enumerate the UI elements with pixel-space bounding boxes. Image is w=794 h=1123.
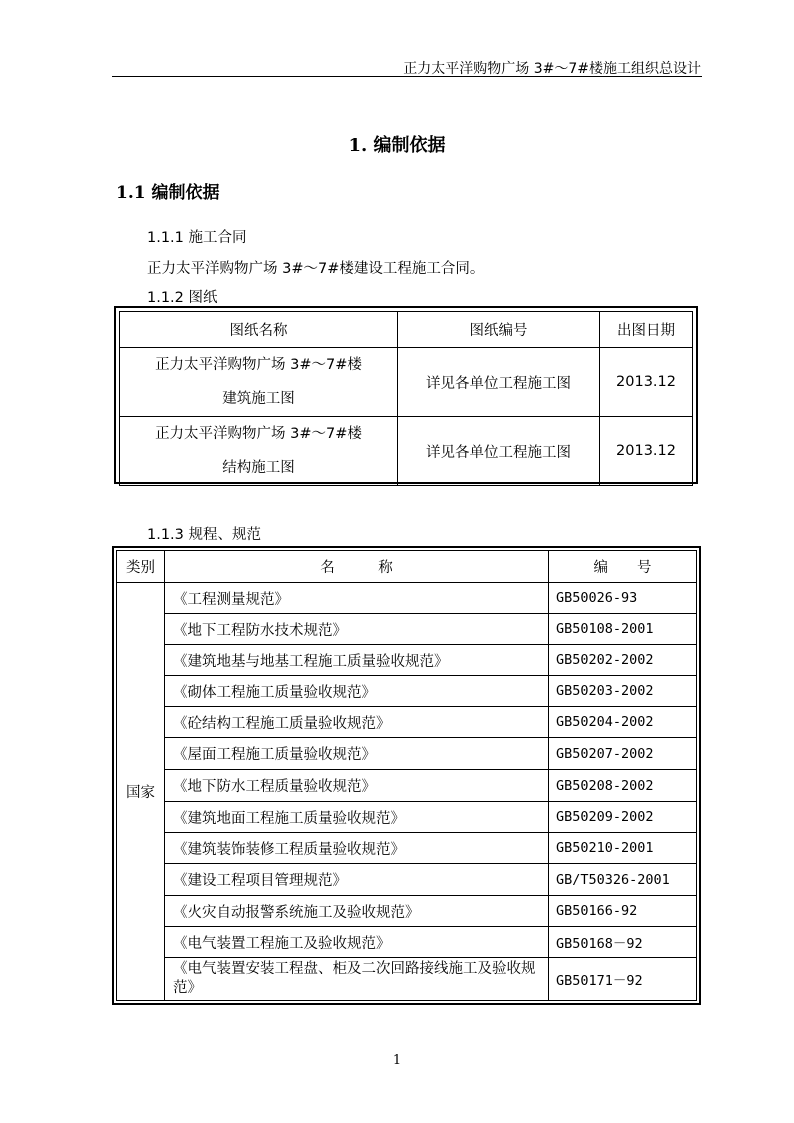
standard-code: GB50202-2002	[549, 645, 697, 676]
standard-name: 《工程测量规范》	[165, 583, 549, 614]
drawing-name-line: 正力太平洋购物广场 3#～7#楼	[155, 426, 362, 442]
column-header: 编 号	[549, 551, 697, 583]
section-title: 1.1 编制依据	[116, 183, 220, 203]
standard-name: 《地下防水工程质量验收规范》	[165, 770, 549, 802]
subsection-heading-standards: 1.1.3 规程、规范	[147, 527, 262, 543]
table-header-row	[117, 551, 697, 583]
drawings-table	[119, 311, 693, 486]
table-row	[117, 833, 697, 864]
drawing-name-cell	[120, 417, 398, 486]
table-header-row	[120, 312, 693, 348]
table-row	[117, 864, 697, 896]
standards-table-frame	[112, 546, 701, 1005]
standard-name: 《建设工程项目管理规范》	[165, 864, 549, 896]
table-row	[117, 770, 697, 802]
chapter-title: 1. 编制依据	[348, 135, 446, 156]
standard-name: 《建筑地面工程施工质量验收规范》	[165, 802, 549, 833]
standard-code: GB50207-2002	[549, 738, 697, 770]
column-header: 图纸名称	[120, 312, 398, 348]
table-row	[117, 676, 697, 707]
standard-code: GB50171－92	[549, 958, 697, 1001]
table-row	[117, 614, 697, 645]
drawing-date-cell: 2013.12	[600, 417, 693, 486]
standard-code: GB50108-2001	[549, 614, 697, 645]
subsection-heading-drawings: 1.1.2 图纸	[147, 290, 218, 306]
drawing-name-line: 建筑施工图	[222, 391, 295, 407]
drawing-code-cell: 详见各单位工程施工图	[398, 417, 600, 486]
column-header: 图纸编号	[398, 312, 600, 348]
standard-name: 《火灾自动报警系统施工及验收规范》	[165, 896, 549, 927]
table-row	[117, 802, 697, 833]
running-header: 正力太平洋购物广场 3#～7#楼施工组织总设计	[403, 61, 701, 77]
table-row	[120, 417, 693, 486]
table-row	[117, 738, 697, 770]
standard-code: GB50203-2002	[549, 676, 697, 707]
table-row	[117, 707, 697, 738]
standards-table	[116, 550, 697, 1001]
standard-code: GB50210-2001	[549, 833, 697, 864]
table-row	[117, 958, 697, 1001]
drawing-date-cell: 2013.12	[600, 348, 693, 417]
table-row	[117, 645, 697, 676]
column-header: 类别	[117, 551, 165, 583]
standard-name: 《屋面工程施工质量验收规范》	[165, 738, 549, 770]
drawing-name-line: 结构施工图	[222, 460, 295, 476]
standard-name: 《建筑装饰装修工程质量验收规范》	[165, 833, 549, 864]
table-row	[117, 896, 697, 927]
drawing-code-cell: 详见各单位工程施工图	[398, 348, 600, 417]
category-cell: 国家	[117, 583, 165, 1001]
contract-text: 正力太平洋购物广场 3#～7#楼建设工程施工合同。	[147, 261, 485, 277]
table-row	[120, 348, 693, 417]
drawing-name-cell	[120, 348, 398, 417]
standard-name: 《砌体工程施工质量验收规范》	[165, 676, 549, 707]
column-header: 出图日期	[600, 312, 693, 348]
standard-name: 《地下工程防水技术规范》	[165, 614, 549, 645]
standard-name: 《电气装置工程施工及验收规范》	[165, 927, 549, 958]
standard-name: 《电气装置安装工程盘、柜及二次回路接线施工及验收规范》	[165, 958, 549, 1001]
standard-name: 《砼结构工程施工质量验收规范》	[165, 707, 549, 738]
table-row	[117, 927, 697, 958]
standard-code: GB50166-92	[549, 896, 697, 927]
drawings-table-frame	[114, 306, 698, 484]
column-header: 名 称	[165, 551, 549, 583]
page-number: 1	[392, 1053, 402, 1068]
drawing-name-line: 正力太平洋购物广场 3#～7#楼	[155, 357, 362, 373]
standard-code: GB50209-2002	[549, 802, 697, 833]
header-rule	[112, 76, 702, 77]
standard-code: GB50168－92	[549, 927, 697, 958]
standard-code: GB/T50326-2001	[549, 864, 697, 896]
standard-code: GB50204-2002	[549, 707, 697, 738]
standard-code: GB50208-2002	[549, 770, 697, 802]
standard-name: 《建筑地基与地基工程施工质量验收规范》	[165, 645, 549, 676]
subsection-heading-contract: 1.1.1 施工合同	[147, 230, 247, 246]
table-row	[117, 583, 697, 614]
standard-code: GB50026-93	[549, 583, 697, 614]
